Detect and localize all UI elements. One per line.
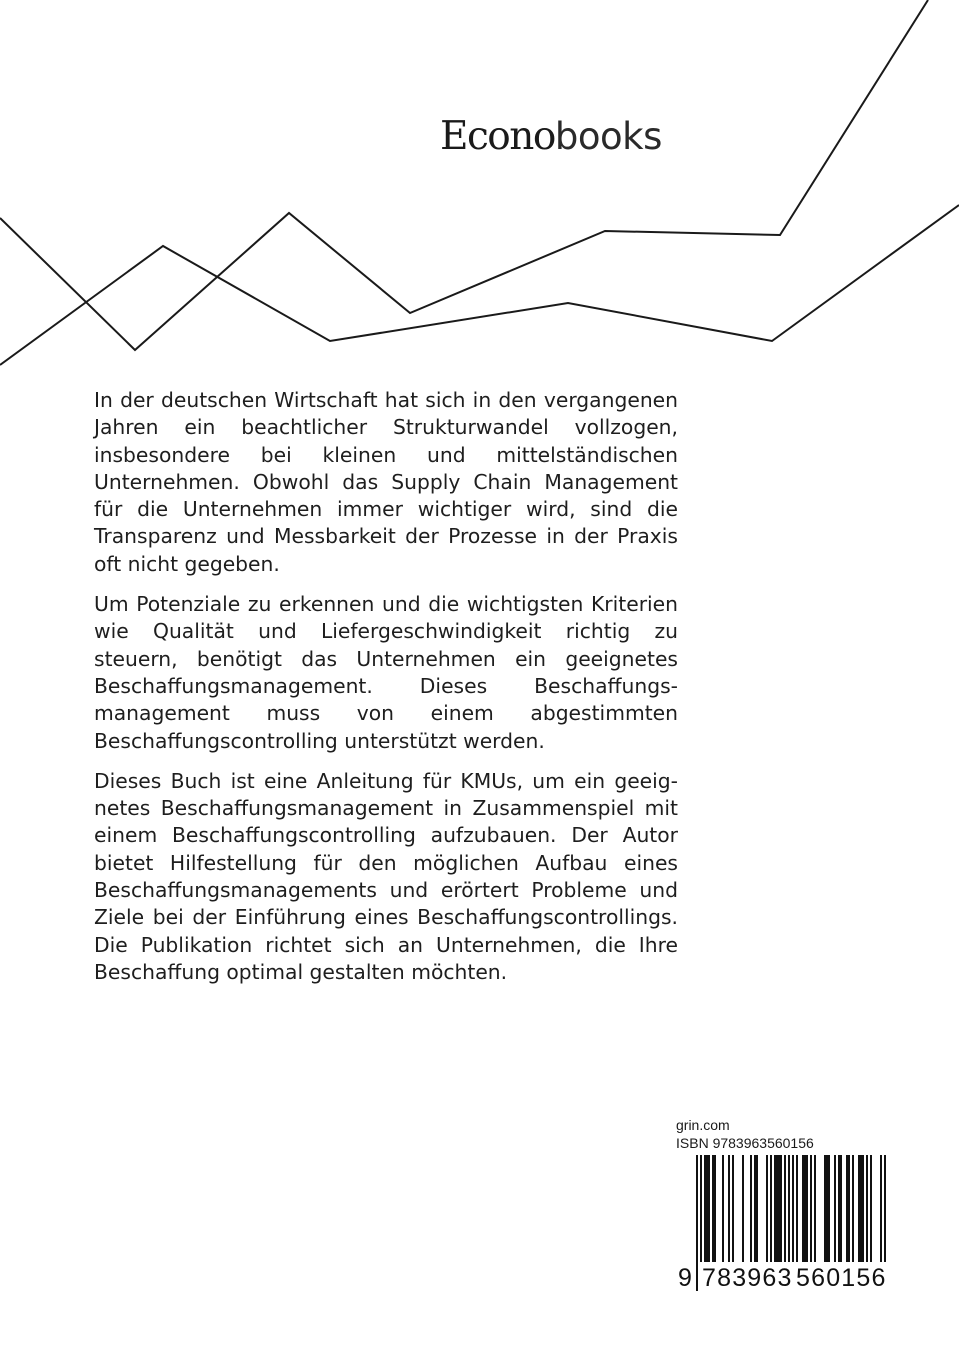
barcode-bar [802,1155,804,1265]
barcode-bar [834,1155,836,1265]
barcode-bar [712,1155,714,1265]
barcode-bar [826,1155,828,1265]
decor-line-1 [0,0,928,350]
barcode-bar [778,1155,780,1265]
barcode-bar [766,1155,768,1265]
barcode-bar [828,1155,830,1265]
publisher-logo-light: books [554,115,662,158]
book-blurb [94,387,678,999]
barcode-bar [852,1155,854,1265]
barcode-bar [722,1155,724,1265]
barcode-bar [708,1155,710,1265]
blurb-paragraph-1: In der deutschen Wirtschaft hat sich in den vergangenen Jahren ein beachtlicher Strukturwandel vollzogen, insbesondere bei kleinen und mittelständischen Unternehmen. Obwohl das Supply Chain Management für die Unternehmen immer wichtiger wird, sind die Transparenz und Messbarkeit der Prozesse in der Praxis oft nicht gegeben. [94,388,678,576]
barcode-bar [776,1155,778,1265]
barcode-bar [742,1155,744,1265]
barcode-bar [840,1155,842,1265]
barcode-digits-right: 560156 [796,1264,887,1292]
barcode-bar [824,1155,826,1265]
barcode-bar [796,1155,798,1265]
barcode-bar [706,1155,708,1265]
decorative-line-graphic [0,0,959,380]
isbn-block [676,1116,896,1152]
barcode-bar [754,1155,756,1265]
barcode-bar [780,1155,782,1265]
barcode-bar [810,1155,812,1265]
blurb-paragraph-2: Um Potenziale zu erkennen und die wichtigsten Kriterien wie Qualität und Liefergeschwindigkeit richtig zu steuern, benötigt das Unternehmen ein geeignetes Beschaffungsmanagement. Dieses Beschaffungsmanagement muss von einem abgestimmten Beschaffungscontrolling unterstützt werden. [94,592,678,753]
barcode-bar [814,1155,816,1265]
barcode-bar [860,1155,862,1265]
publisher-logo [440,112,662,162]
barcode-bar [846,1155,848,1265]
barcode-digits-left: 783963 [702,1264,793,1292]
barcode-bar [866,1155,868,1265]
barcode-bar [862,1155,864,1265]
barcode-digit-first: 9 [678,1264,692,1292]
barcode-bar [870,1155,872,1265]
barcode-bar [774,1155,776,1265]
barcode-bar [806,1155,808,1265]
publisher-logo-bold: Econo [440,114,555,159]
barcode-bar [770,1155,772,1265]
barcode-bar [838,1155,840,1265]
barcode-bar [714,1155,716,1265]
barcode-bar [858,1155,860,1265]
barcode-digits [676,1262,898,1294]
blurb-paragraph-3: Dieses Buch ist eine Anleitung für KMUs, um ein geeignetes Beschaffungsmanagement in Zusammenspiel mit einem Beschaffungscontrolling aufzubauen. Der Autor bietet Hilfestellung für den möglichen Aufbau eines Beschaffungsmanagements und erörtert Probleme und Ziele bei der Einführung eines Beschaffungscontrollings. Die Publikation richtet sich an Unternehmen, die Ihre Beschaffung optimal gestalten möchten. [94,768,678,984]
barcode-bar [728,1155,730,1265]
isbn-text: ISBN 9783963560156 [676,1135,814,1151]
barcode-bar [732,1155,734,1265]
barcode-bar [756,1155,758,1265]
barcode-bar [784,1155,786,1265]
barcode-bar [704,1155,706,1265]
barcode-bar [750,1155,752,1265]
website-text: grin.com [676,1117,730,1133]
barcode-bar [848,1155,850,1265]
barcode-bar [804,1155,806,1265]
